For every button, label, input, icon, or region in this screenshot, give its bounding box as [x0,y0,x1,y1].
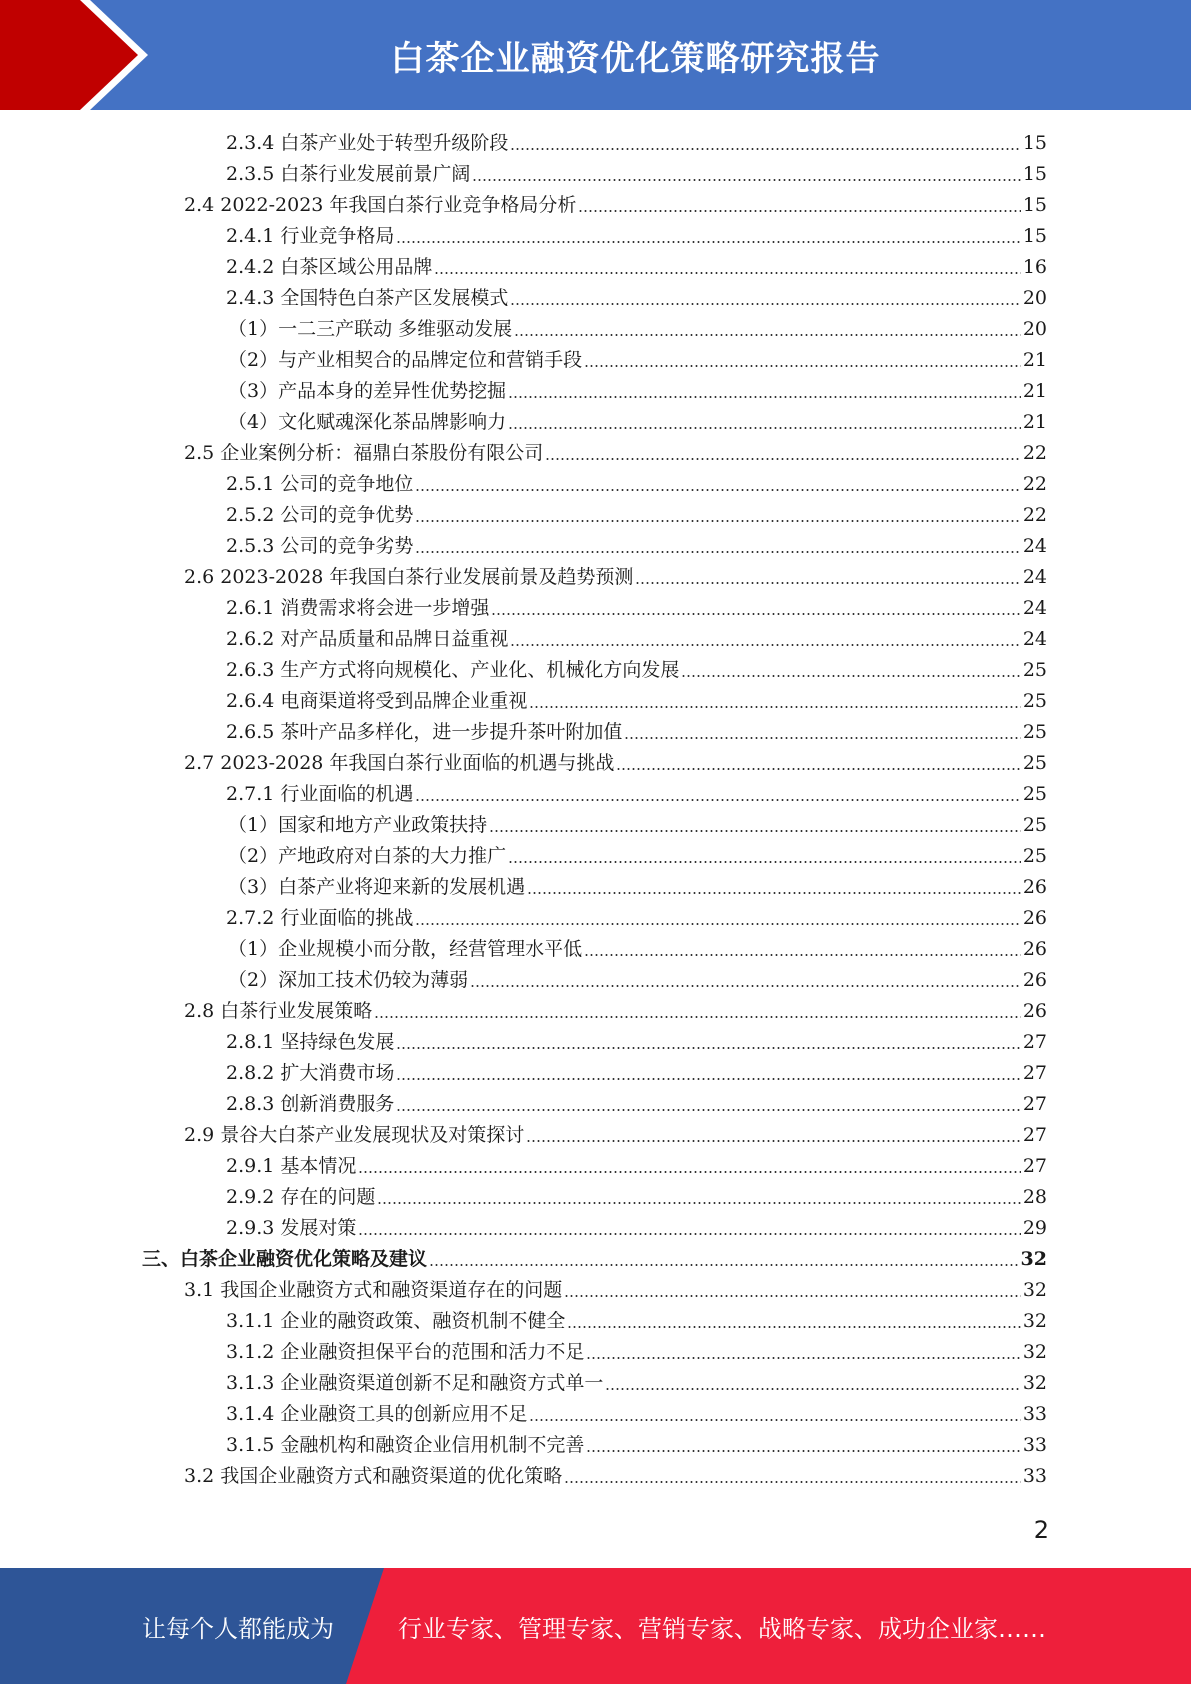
toc-dot-leader [429,1264,1019,1266]
toc-entry-page: 27 [1022,1155,1047,1177]
toc-entry-page: 20 [1022,318,1047,340]
toc-entry-title: 3.1.2 企业融资担保平台的范围和活力不足 [226,1341,585,1363]
toc-entry-title: 2.9 景谷大白茶产业发展现状及对策探讨 [184,1124,525,1146]
toc-entry[interactable] [226,531,1047,562]
toc-entry[interactable] [226,1089,1047,1120]
toc-entry-title: 2.8 白茶行业发展策略 [184,1000,373,1022]
toc-entry[interactable] [226,686,1047,717]
toc-entry-page: 33 [1022,1403,1047,1425]
toc-dot-leader [545,458,1021,460]
toc-entry-title: （2）与产业相契合的品牌定位和营销手段 [228,349,583,371]
toc-entry-page: 32 [1022,1310,1047,1332]
toc-entry[interactable] [226,159,1047,190]
toc-dot-leader [508,396,1021,398]
toc-entry-title: 2.8.3 创新消费服务 [226,1093,395,1115]
toc-entry[interactable] [226,128,1047,159]
toc-entry[interactable] [226,655,1047,686]
toc-entry[interactable] [228,841,1047,872]
toc-entry-title: 2.7 2023-2028 年我国白茶行业面临的机遇与挑战 [184,752,615,774]
toc-entry-page: 26 [1022,876,1047,898]
toc-entry[interactable] [184,996,1047,1027]
toc-entry-title: 3.1.4 企业融资工具的创新应用不足 [226,1403,528,1425]
toc-dot-leader [586,1450,1020,1452]
toc-dot-leader [472,179,1020,181]
toc-entry[interactable] [228,934,1047,965]
toc-dot-leader [635,582,1020,584]
toc-dot-leader [529,706,1020,708]
toc-entry-page: 25 [1022,659,1047,681]
page-number: 2 [1033,1516,1049,1544]
toc-entry-title: 3.1.5 金融机构和融资企业信用机制不完善 [226,1434,585,1456]
toc-entry-page: 26 [1022,969,1047,991]
toc-entry-title: 2.5.3 公司的竞争劣势 [226,535,414,557]
toc-entry-title: 三、白茶企业融资优化策略及建议 [142,1248,428,1270]
toc-dot-leader [616,768,1020,770]
toc-entry-page: 15 [1022,132,1047,154]
toc-dot-leader [510,644,1020,646]
toc-dot-leader [510,148,1020,150]
toc-entry-page: 22 [1022,504,1047,526]
toc-entry-title: 2.6 2023-2028 年我国白茶行业发展前景及趋势预测 [184,566,634,588]
toc-dot-leader [415,520,1020,522]
toc-entry-title: （1）企业规模小而分散，经营管理水平低 [228,938,583,960]
toc-entry-title: 2.7.1 行业面临的机遇 [226,783,414,805]
toc-entry-page: 25 [1022,752,1047,774]
toc-entry-title: 2.8.1 坚持绿色发展 [226,1031,395,1053]
toc-dot-leader [564,1481,1021,1483]
toc-dot-leader [396,1109,1020,1111]
toc-entry-page: 26 [1022,1000,1047,1022]
toc-entry-page: 24 [1022,597,1047,619]
toc-dot-leader [396,1078,1020,1080]
toc-dot-leader [514,334,1021,336]
toc-entry[interactable] [228,314,1047,345]
toc-dot-leader [470,985,1021,987]
toc-entry-page: 32 [1022,1372,1047,1394]
toc-entry-title: 2.6.4 电商渠道将受到品牌企业重视 [226,690,528,712]
toc-dot-leader [415,799,1020,801]
toc-entry[interactable] [184,438,1047,469]
toc-entry-title: 2.6.1 消费需求将会进一步增强 [226,597,490,619]
toc-dot-leader [681,675,1020,677]
toc-entry[interactable] [226,624,1047,655]
toc-dot-leader [586,1357,1020,1359]
toc-entry[interactable] [184,748,1047,779]
toc-entry-page: 22 [1022,442,1047,464]
toc-dot-leader [526,1140,1021,1142]
toc-entry-page: 22 [1022,473,1047,495]
toc-entry-page: 32 [1020,1248,1047,1270]
toc-dot-leader [510,303,1020,305]
toc-entry-page: 20 [1022,287,1047,309]
toc-entry-title: 2.9.3 发展对策 [226,1217,357,1239]
toc-entry-page: 21 [1022,411,1047,433]
toc-entry-title: 2.3.5 白茶行业发展前景广阔 [226,163,471,185]
toc-entry-page: 15 [1022,194,1047,216]
toc-entry[interactable] [226,1306,1047,1337]
toc-dot-leader [489,830,1021,832]
toc-entry-page: 28 [1022,1186,1047,1208]
toc-entry[interactable] [226,1182,1047,1213]
toc-entry-title: 2.6.3 生产方式将向规模化、产业化、机械化方向发展 [226,659,680,681]
toc-dot-leader [584,954,1021,956]
toc-entry[interactable] [142,1244,1047,1275]
toc-entry-title: （1）国家和地方产业政策扶持 [228,814,488,836]
toc-dot-leader [508,427,1021,429]
toc-dot-leader [527,892,1021,894]
toc-entry[interactable] [226,1027,1047,1058]
toc-entry[interactable] [226,469,1047,500]
toc-entry-page: 25 [1022,845,1047,867]
toc-entry-title: 2.7.2 行业面临的挑战 [226,907,414,929]
toc-entry[interactable] [226,1399,1047,1430]
toc-entry[interactable] [226,593,1047,624]
toc-entry-title: 2.6.2 对产品质量和品牌日益重视 [226,628,509,650]
header-arrow-decoration [0,0,160,110]
footer-slogan-right: 行业专家、管理专家、营销专家、战略专家、成功企业家…… [398,1614,1046,1643]
toc-entry-page: 25 [1022,783,1047,805]
toc-entry-page: 21 [1022,349,1047,371]
toc-dot-leader [529,1419,1020,1421]
toc-dot-leader [508,861,1021,863]
toc-entry[interactable] [184,190,1047,221]
toc-entry[interactable] [184,1275,1047,1306]
toc-entry-title: 2.4.3 全国特色白茶产区发展模式 [226,287,509,309]
toc-entry[interactable] [228,407,1047,438]
toc-entry-page: 26 [1022,907,1047,929]
toc-entry[interactable] [226,1213,1047,1244]
toc-entry-page: 24 [1022,535,1047,557]
toc-dot-leader [415,489,1020,491]
toc-entry[interactable] [226,1368,1047,1399]
page-header [0,0,1191,110]
toc-entry-title: 2.8.2 扩大消费市场 [226,1062,395,1084]
toc-dot-leader [396,1047,1020,1049]
toc-entry[interactable] [226,1430,1047,1461]
toc-entry[interactable] [228,376,1047,407]
toc-dot-leader [491,613,1020,615]
toc-dot-leader [578,210,1020,212]
toc-entry[interactable] [226,500,1047,531]
toc-entry-title: 3.1 我国企业融资方式和融资渠道存在的问题 [184,1279,563,1301]
toc-entry-page: 15 [1022,225,1047,247]
toc-entry-page: 24 [1022,566,1047,588]
toc-entry-title: 2.9.1 基本情况 [226,1155,357,1177]
toc-dot-leader [567,1326,1020,1328]
report-title: 白茶企业融资优化策略研究报告 [390,38,881,79]
toc-entry-page: 25 [1022,690,1047,712]
toc-dot-leader [358,1233,1020,1235]
toc-entry[interactable] [228,810,1047,841]
toc-entry-title: （3）产品本身的差异性优势挖掘 [228,380,507,402]
toc-entry[interactable] [226,252,1047,283]
toc-dot-leader [377,1202,1020,1204]
toc-entry[interactable] [184,562,1047,593]
toc-entry[interactable] [226,779,1047,810]
toc-entry-page: 32 [1022,1279,1047,1301]
toc-entry-title: 3.1.3 企业融资渠道创新不足和融资方式单一 [226,1372,604,1394]
toc-entry-page: 27 [1022,1124,1047,1146]
toc-entry[interactable] [228,965,1047,996]
toc-entry-page: 33 [1022,1434,1047,1456]
toc-entry-title: 3.2 我国企业融资方式和融资渠道的优化策略 [184,1465,563,1487]
page-footer [0,1568,1191,1684]
toc-entry-title: （3）白茶产业将迎来新的发展机遇 [228,876,526,898]
toc-entry-page: 15 [1022,163,1047,185]
toc-entry-title: 2.4.2 白茶区域公用品牌 [226,256,433,278]
footer-slogan-left: 让每个人都能成为 [142,1614,334,1643]
toc-entry[interactable] [226,717,1047,748]
toc-entry-page: 21 [1022,380,1047,402]
toc-entry[interactable] [228,345,1047,376]
toc-entry[interactable] [184,1120,1047,1151]
toc-entry-page: 33 [1022,1465,1047,1487]
toc-entry-page: 24 [1022,628,1047,650]
toc-entry[interactable] [226,1337,1047,1368]
toc-entry[interactable] [184,1461,1047,1492]
toc-entry-title: （4）文化赋魂深化茶品牌影响力 [228,411,507,433]
toc-entry-title: 2.4.1 行业竞争格局 [226,225,395,247]
toc-entry-title: 2.4 2022-2023 年我国白茶行业竞争格局分析 [184,194,577,216]
toc-dot-leader [415,551,1020,553]
toc-dot-leader [374,1016,1021,1018]
toc-dot-leader [584,365,1021,367]
toc-entry-page: 27 [1022,1031,1047,1053]
toc-entry[interactable] [226,903,1047,934]
toc-entry-page: 32 [1022,1341,1047,1363]
toc-dot-leader [415,923,1020,925]
toc-dot-leader [624,737,1020,739]
toc-entry-page: 25 [1022,814,1047,836]
toc-dot-leader [358,1171,1020,1173]
toc-entry[interactable] [226,283,1047,314]
toc-entry-page: 25 [1022,721,1047,743]
toc-dot-leader [564,1295,1021,1297]
toc-entry-page: 16 [1022,256,1047,278]
toc-entry-title: （2）深加工技术仍较为薄弱 [228,969,469,991]
toc-entry[interactable] [226,221,1047,252]
toc-entry-title: （1）一二三产联动 多维驱动发展 [228,318,513,340]
toc-dot-leader [605,1388,1020,1390]
toc-entry-title: 2.9.2 存在的问题 [226,1186,376,1208]
toc-entry-title: 2.5.1 公司的竞争地位 [226,473,414,495]
toc-entry-page: 27 [1022,1062,1047,1084]
toc-entry-page: 27 [1022,1093,1047,1115]
toc-entry-title: 2.3.4 白茶产业处于转型升级阶段 [226,132,509,154]
toc-entry-title: 2.5 企业案例分析：福鼎白茶股份有限公司 [184,442,544,464]
toc-entry-title: 2.6.5 茶叶产品多样化，进一步提升茶叶附加值 [226,721,623,743]
toc-entry-title: （2）产地政府对白茶的大力推广 [228,845,507,867]
toc-dot-leader [434,272,1020,274]
toc-entry-page: 26 [1022,938,1047,960]
toc-entry[interactable] [226,1151,1047,1182]
toc-entry-title: 2.5.2 公司的竞争优势 [226,504,414,526]
toc-dot-leader [396,241,1020,243]
toc-entry-title: 3.1.1 企业的融资政策、融资机制不健全 [226,1310,566,1332]
toc-entry[interactable] [226,1058,1047,1089]
toc-entry[interactable] [228,872,1047,903]
toc-entry-page: 29 [1022,1217,1047,1239]
